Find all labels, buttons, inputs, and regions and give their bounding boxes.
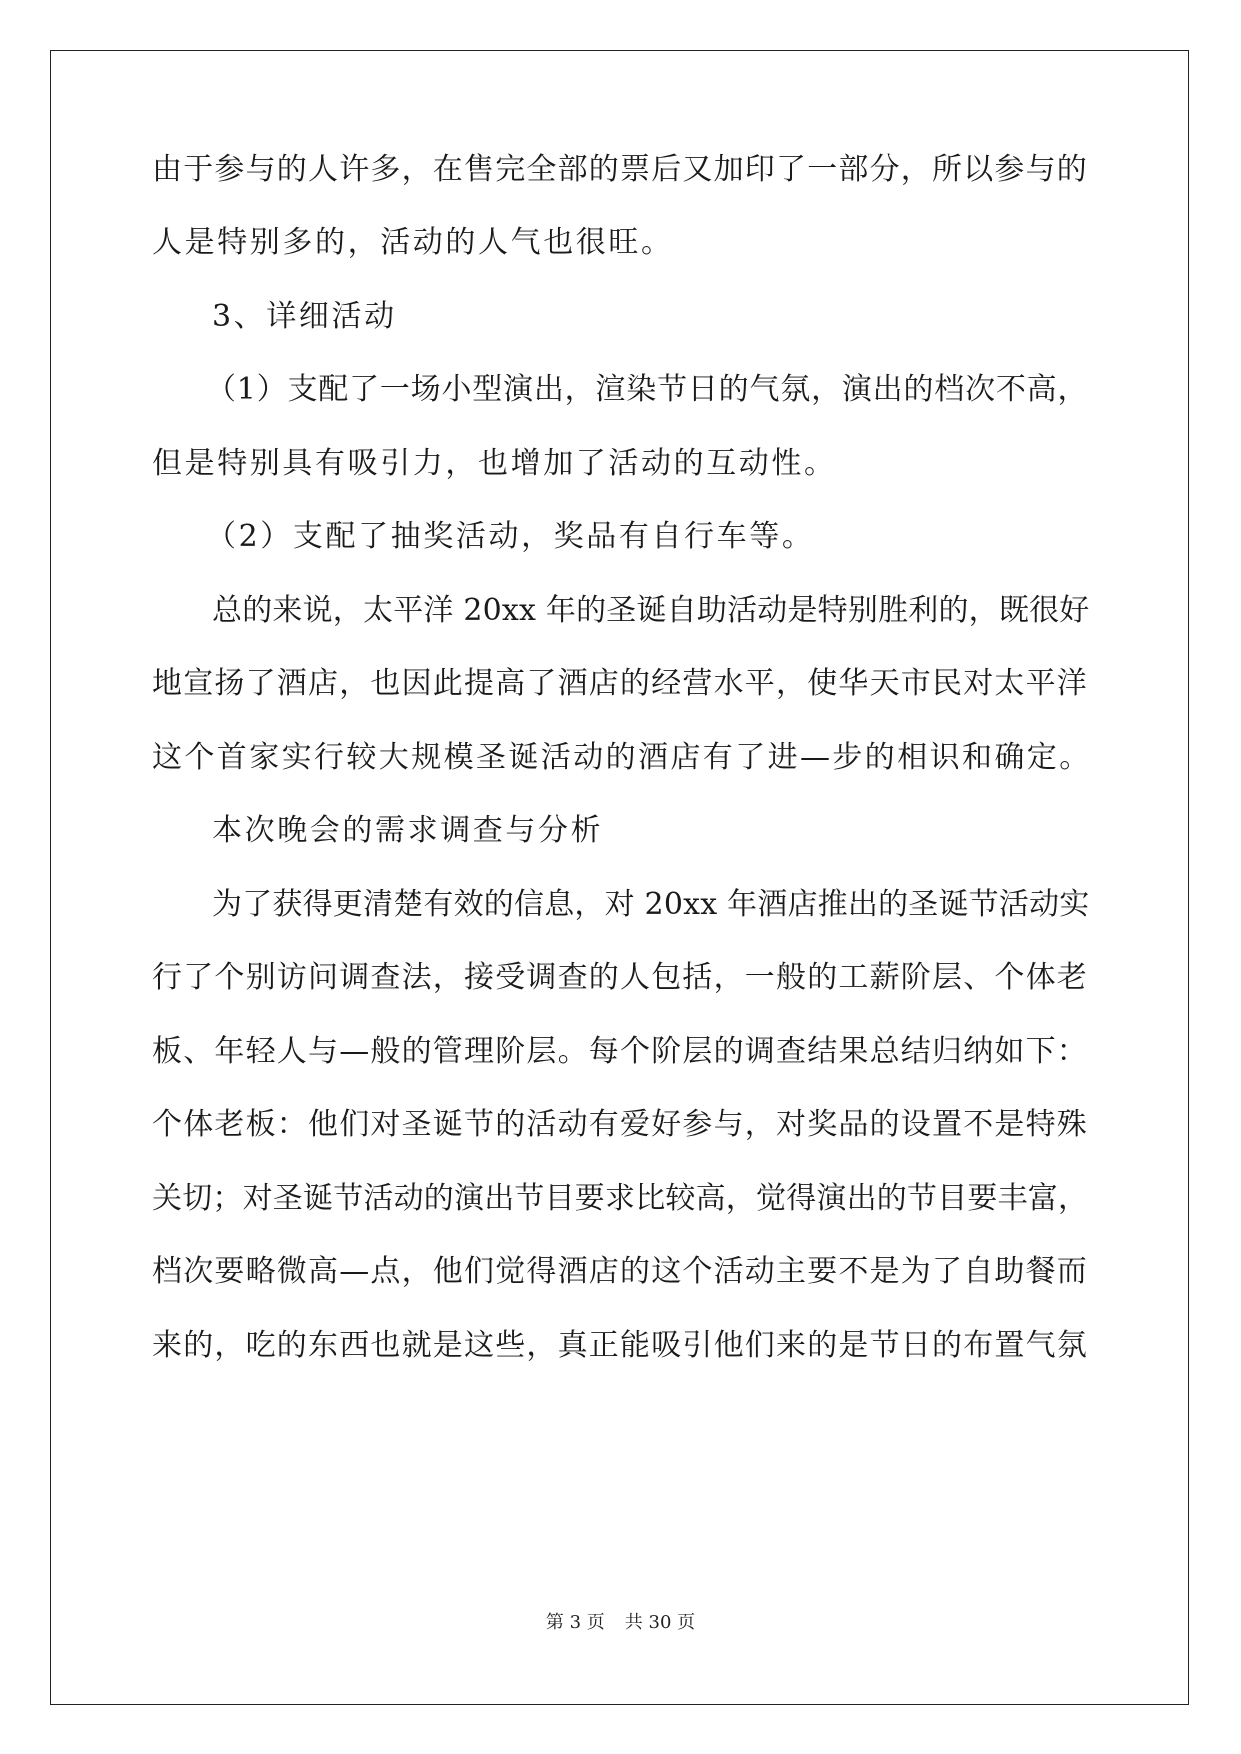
text-line: 但是特别具有吸引力，也增加了活动的互动性。 — [152, 446, 837, 481]
text-line: 地宣扬了酒店，也因此提高了酒店的经营水平，使华天市民对太平洋 — [152, 666, 1088, 701]
text-line: 个体老板：他们对圣诞节的活动有爱好参与，对奖品的设置不是特殊 — [152, 1107, 1088, 1142]
text-line: （2）支配了抽奖活动，奖品有自行车等。 — [206, 519, 815, 554]
text-line: 总的来说，太平洋 20xx 年的圣诞自助活动是特别胜利的，既很好 — [212, 593, 1090, 628]
text-line: 板、年轻人与—般的管理阶层。每个阶层的调查结果总结归纳如下： — [152, 1034, 1088, 1069]
text-line: 由于参与的人许多，在售完全部的票后又加印了一部分，所以参与的 — [152, 152, 1088, 187]
text-line: （1）支配了一场小型演出，渲染节日的气氛，演出的档次不高， — [206, 372, 1089, 407]
text-line: 人是特别多的，活动的人气也很旺。 — [152, 225, 674, 260]
text-line: 行了个别访问调查法，接受调查的人包括，一般的工薪阶层、个体老 — [152, 960, 1088, 995]
text-line: 关切；对圣诞节活动的演出节目要求比较高，觉得演出的节目要丰富， — [152, 1181, 1089, 1216]
page-total: 共 30 页 — [624, 1612, 696, 1633]
text-line: 来的，吃的东西也就是这些，真正能吸引他们来的是节日的布置气氛 — [152, 1328, 1088, 1363]
page-number: 第 3 页 — [545, 1612, 605, 1633]
section-heading: 本次晚会的需求调查与分析 — [212, 813, 604, 848]
page-footer — [0, 1611, 1241, 1635]
text-line: 档次要略微高—点，他们觉得酒店的这个活动主要不是为了自助餐而 — [152, 1254, 1088, 1289]
section-heading: 3、详细活动 — [212, 299, 397, 334]
text-line: 这个首家实行较大规模圣诞活动的酒店有了进—步的相识和确定。 — [152, 740, 1092, 775]
text-line: 为了获得更清楚有效的信息，对 20xx 年酒店推出的圣诞节活动实 — [212, 887, 1090, 922]
